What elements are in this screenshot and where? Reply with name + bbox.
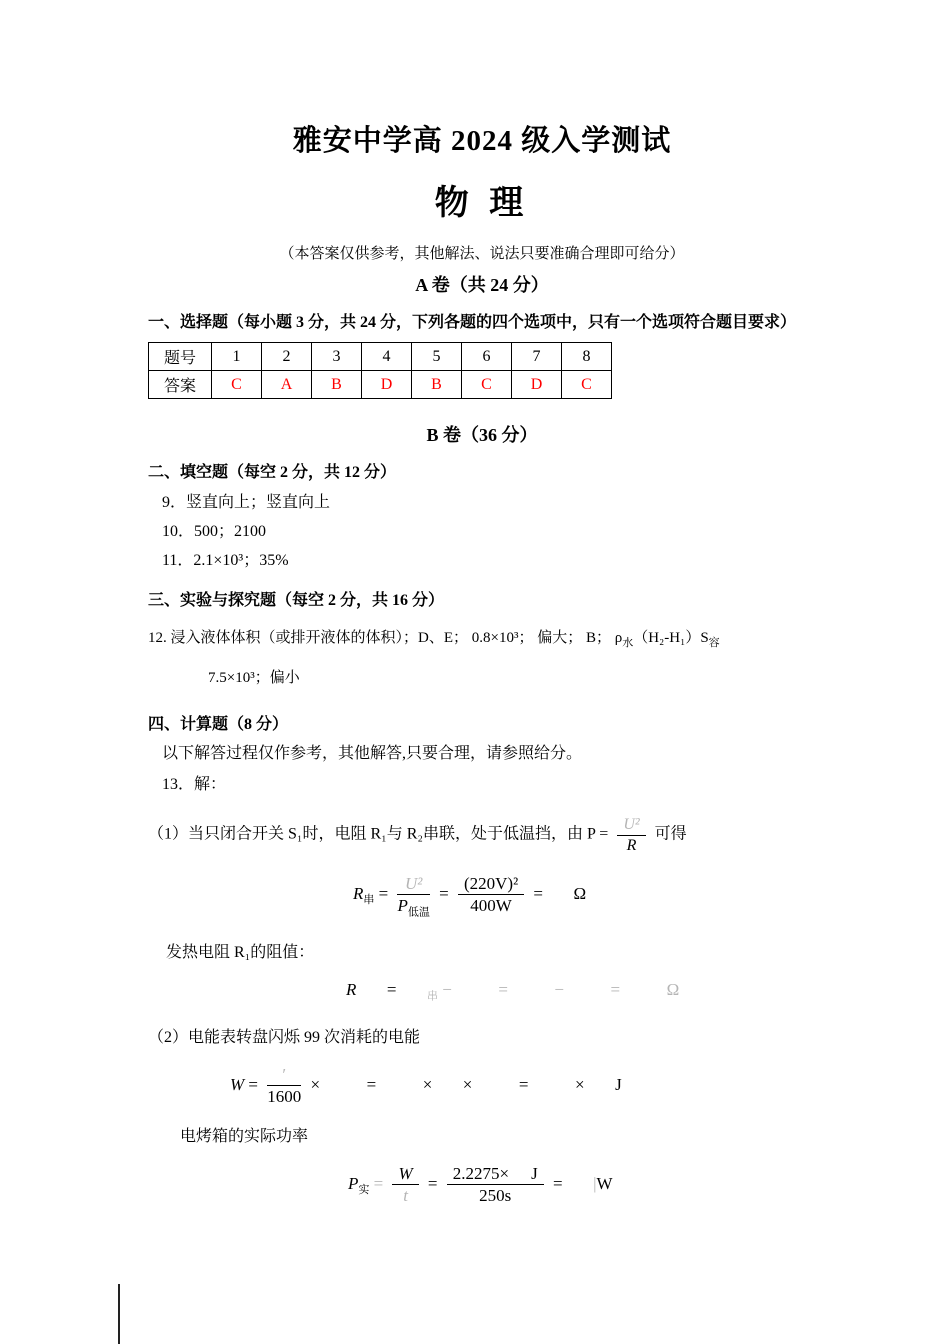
f4-fraction-1 (392, 1164, 418, 1206)
answer-cell: D (362, 371, 412, 399)
f4-eq2: = (427, 1173, 438, 1193)
f2-eq3: = (610, 980, 621, 1000)
question-number: 3 (312, 343, 362, 371)
fraction-numerator: U² (617, 816, 645, 836)
f1-eq: = (378, 883, 389, 903)
question-number: 1 (212, 343, 262, 371)
f1-unit: Ω (573, 883, 587, 903)
answer-cell: C (212, 371, 262, 399)
step-1-text (148, 816, 816, 856)
formula-energy (230, 1065, 816, 1107)
question-number: 5 (412, 343, 462, 371)
page-edge-artifact (118, 1284, 120, 1344)
f1-fraction-2 (458, 874, 524, 916)
q12-text-mid: （H₂-H₁）S (633, 630, 709, 646)
f3-times1: × (310, 1074, 321, 1094)
f3-times4: × (574, 1074, 585, 1094)
document-content (148, 118, 816, 1206)
table-row-numbers (149, 343, 612, 371)
answer-cell: A (262, 371, 312, 399)
f4-den1: t (403, 1186, 408, 1206)
f4-lhs: P (348, 1173, 359, 1193)
f4-eq1: = (373, 1173, 384, 1193)
page-title: 雅安中学高 2024 级入学测试 (292, 125, 672, 157)
f1-fraction-1 (397, 874, 429, 920)
f4-eq3: = (552, 1173, 563, 1193)
fill-answer-11: 11．2.1×10³；35% (162, 552, 289, 569)
step-2-text: （2）电能表转盘闪烁 99 次消耗的电能 (148, 1028, 421, 1046)
f1-eq3: = (533, 883, 544, 903)
f1-den1-sub: 低温 (407, 906, 430, 919)
fill-section-heading: 二、填空题（每空 2 分，共 12 分） (148, 464, 397, 481)
f4-num2-value: 2.2275× (452, 1163, 510, 1183)
section-b-heading: B 卷（36 分） (426, 425, 538, 445)
f3-num: ′ (267, 1065, 301, 1087)
f2-minus2: − (554, 980, 565, 1000)
f4-result: | (593, 1173, 597, 1193)
calc-section-heading: 四、计算题（8 分） (148, 716, 289, 733)
table-row-answers (149, 371, 612, 399)
question-number: 4 (362, 343, 412, 371)
step-1-sentence: （1）当只闭合开关 S₁时，电阻 R₁与 R₂串联，处于低温挡，由 P = (148, 825, 609, 843)
f1-lhs: R (353, 883, 364, 903)
row-label-answers: 答案 (149, 371, 212, 399)
answer-cell: B (312, 371, 362, 399)
row-label-numbers: 题号 (149, 343, 212, 371)
question-number: 7 (512, 343, 562, 371)
f1-den2: 400W (470, 896, 512, 916)
f4-num2-unit: J (531, 1163, 538, 1183)
q12-sub-water: 水 (622, 637, 634, 649)
choice-section-heading: 一、选择题（每小题 3 分，共 24 分，下列各题的四个选项中，只有一个选项符合题目要求） (148, 314, 797, 331)
f1-den1-main: P (397, 896, 408, 916)
q12-sub-rong: 容 (708, 637, 720, 649)
f4-num2 (447, 1164, 544, 1186)
f3-fraction (267, 1065, 301, 1107)
r1-value-label: 发热电阻 R₁的阻值： (166, 944, 315, 962)
f4-den2: 250s (479, 1186, 512, 1206)
question-number: 2 (262, 343, 312, 371)
question-number: 8 (562, 343, 612, 371)
oven-power-label: 电烤箱的实际功率 (180, 1127, 309, 1145)
formula-actual-power (348, 1164, 816, 1206)
f3-times2: × (422, 1074, 433, 1094)
f3-unit: J (615, 1074, 622, 1094)
f1-lhs-sub: 串 (363, 893, 375, 906)
step-1-tail: 可得 (654, 825, 687, 843)
f3-times3: × (462, 1074, 473, 1094)
experiment-answer-12 (148, 626, 816, 650)
f2-eq1: = (386, 980, 397, 1000)
f2-unit: Ω (666, 980, 680, 1000)
section-a-heading: A 卷（共 24 分） (415, 275, 549, 295)
f1-den1 (397, 895, 429, 919)
f1-num1: U² (397, 874, 429, 896)
f3-eq2: = (366, 1074, 377, 1094)
f1-num2: (220V)² (458, 874, 524, 896)
fill-answer-10: 10．500；2100 (162, 523, 267, 540)
calc-note: 以下解答过程仅作参考，其他解答,只要合理，请参照给分。 (162, 745, 583, 762)
answer-cell: B (412, 371, 462, 399)
experiment-section-heading: 三、实验与探究题（每空 2 分，共 16 分） (148, 592, 445, 609)
f2-lhs: R (346, 980, 357, 1000)
f4-unit: W (596, 1173, 613, 1193)
f1-eq2: = (439, 883, 449, 903)
grading-note: （本答案仅供参考，其他解法、说法只要准确合理即可给分） (279, 246, 685, 262)
f3-den: 1600 (267, 1087, 302, 1107)
f3-eq3: = (518, 1074, 529, 1094)
f2-eq2: = (498, 980, 508, 1000)
fraction-denominator: R (626, 837, 637, 855)
answer-cell: D (512, 371, 562, 399)
answer-cell: C (462, 371, 512, 399)
question-13-label: 13．解： (162, 776, 227, 793)
fill-answer-9: 9．竖直向上；竖直向上 (162, 494, 331, 511)
q12-text: 12. 浸入液体体积（或排开液体的体积）；D、E； 0.8×10³； 偏大； B； ρ (148, 630, 623, 646)
question-number: 6 (462, 343, 512, 371)
f2-sub-chuan: 串 (426, 990, 438, 1003)
formula-r1 (346, 980, 816, 1003)
answer-cell: C (562, 371, 612, 399)
answer-table (148, 342, 612, 399)
f4-num1: W (392, 1164, 418, 1186)
f2-minus1: − (442, 980, 452, 1000)
subject-title: 物 理 (434, 185, 530, 222)
f4-lhs-sub: 实 (358, 1184, 370, 1197)
f4-fraction-2 (447, 1164, 544, 1206)
experiment-answer-12-line2: 7.5×10³；偏小 (208, 670, 300, 686)
f3-lhs: W (230, 1074, 245, 1094)
inline-fraction (617, 816, 645, 856)
f3-eq1: = (248, 1074, 259, 1094)
formula-series-resistance (353, 874, 816, 920)
